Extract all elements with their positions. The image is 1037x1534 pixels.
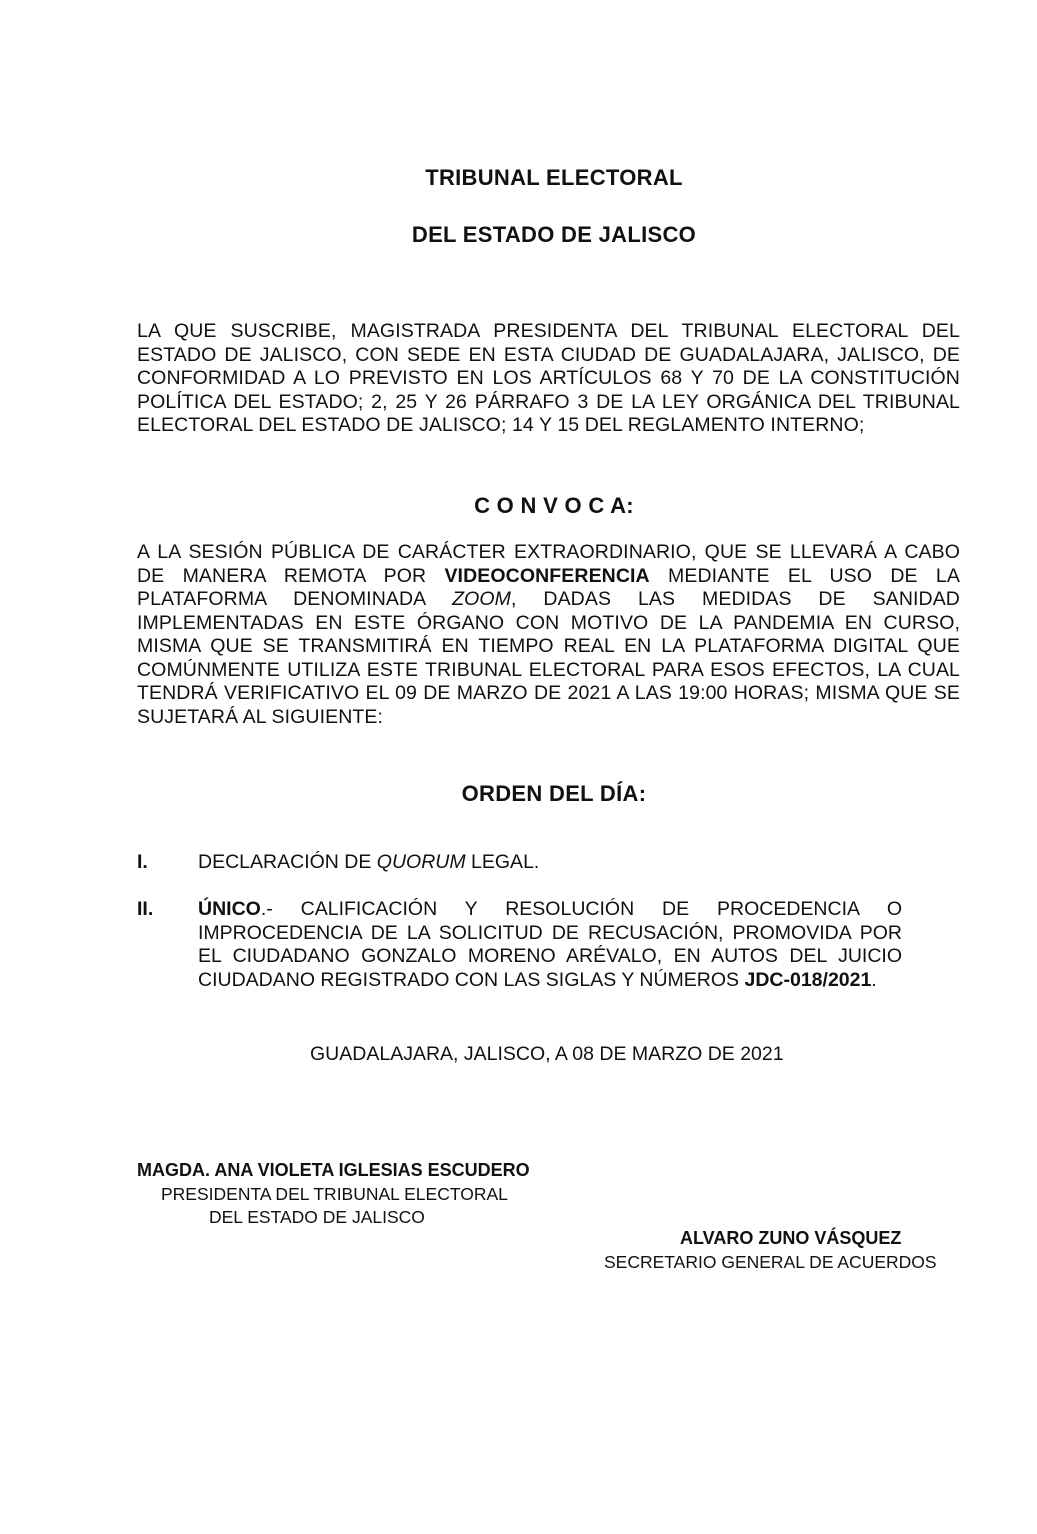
header-title-line2: DEL ESTADO DE JALISCO: [411, 222, 697, 247]
unico-bold: ÚNICO: [198, 898, 261, 920]
signer-right-name: ALVARO ZUNO VÁSQUEZ: [680, 1228, 902, 1248]
place-date: GUADALAJARA, JALISCO, A 08 DE MARZO DE 2021: [310, 1043, 784, 1065]
intro-paragraph: LA QUE SUSCRIBE, MAGISTRADA PRESIDENTA DEL TRIBUNAL ELECTORAL DEL ESTADO DE JALISCO, CON SEDE EN ESTA CIUDAD DE GUADALAJARA, JALISCO, DE CONFORMIDAD A LO PREVISTO EN LOS ARTÍCULOS 68 Y 70 DE LA CONSTITUCIÓN POLÍTICA DEL ESTADO; 2, 25 Y 26 PÁRRAFO 3 DE LA LEY ORGÁNICA DEL TRIBUNAL ELECTORAL DEL ESTADO DE JALISCO; 14 Y 15 DEL REGLAMENTO INTERNO;: [137, 320, 960, 436]
convoca-text-1: A LA SESIÓN PÚBLICA DE CARÁCTER EXTRAORDINARIO, QUE SE LLEVARÁ A CABO DE MANERA REMOTA POR: [137, 541, 960, 587]
orden-heading: ORDEN DEL DÍA:: [461, 781, 647, 806]
orden-item2-end: .: [871, 968, 877, 991]
convoca-paragraph: [137, 541, 960, 729]
orden-item2-text: [198, 898, 902, 992]
signer-left-title-line2: DEL ESTADO DE JALISCO: [209, 1207, 425, 1227]
orden-item2-number: II.: [137, 898, 154, 920]
orden-item1-before: DECLARACIÓN DE: [198, 851, 377, 873]
convoca-text-3: , DADAS LAS MEDIDAS DE SANIDAD IMPLEMENTADAS EN ESTE ÓRGANO CON MOTIVO DE LA PANDEMIA EN CURSO, MISMA QUE SE TRANSMITIRÁ EN TIEMPO REAL EN LA PLATAFORMA DIGITAL QUE COMÚNMENTE UTILIZA ESTE TRIBUNAL ELECTORAL PARA ESOS EFECTOS, LA CUAL TENDRÁ VERIFICATIVO EL 09 DE MARZO DE 2021 A LAS 19:00 HORAS; MISMA QUE SE SUJETARÁ AL SIGUIENTE:: [137, 588, 960, 728]
quorum-italic: QUORUM: [376, 851, 466, 873]
orden-item1-number: I.: [137, 851, 148, 873]
videoconferencia-bold: VIDEOCONFERENCIA: [444, 564, 650, 587]
convoca-heading: C O N V O C A:: [474, 493, 634, 518]
case-number-bold: JDC-018/2021: [744, 968, 872, 991]
zoom-italic: ZOOM: [452, 588, 511, 610]
orden-item1-after: LEGAL.: [465, 851, 540, 873]
signer-right-title: SECRETARIO GENERAL DE ACUERDOS: [604, 1252, 937, 1272]
convoca-text-2: MEDIANTE EL USO DE LA PLATAFORMA DENOMINADA: [137, 564, 960, 610]
header-title-line1: TRIBUNAL ELECTORAL: [425, 165, 683, 190]
signer-left-title-line1: PRESIDENTA DEL TRIBUNAL ELECTORAL: [161, 1184, 508, 1204]
orden-item2-body: .- CALIFICACIÓN Y RESOLUCIÓN DE PROCEDENCIA O IMPROCEDENCIA DE LA SOLICITUD DE RECUSACIÓN, PROMOVIDA POR EL CIUDADANO GONZALO MORENO ARÉVALO, EN AUTOS DEL JUICIO CIUDADANO REGISTRADO CON LAS SIGLAS Y NÚMEROS: [198, 898, 902, 991]
orden-item1-text: [198, 851, 902, 875]
signer-left-name: MAGDA. ANA VIOLETA IGLESIAS ESCUDERO: [137, 1160, 530, 1180]
